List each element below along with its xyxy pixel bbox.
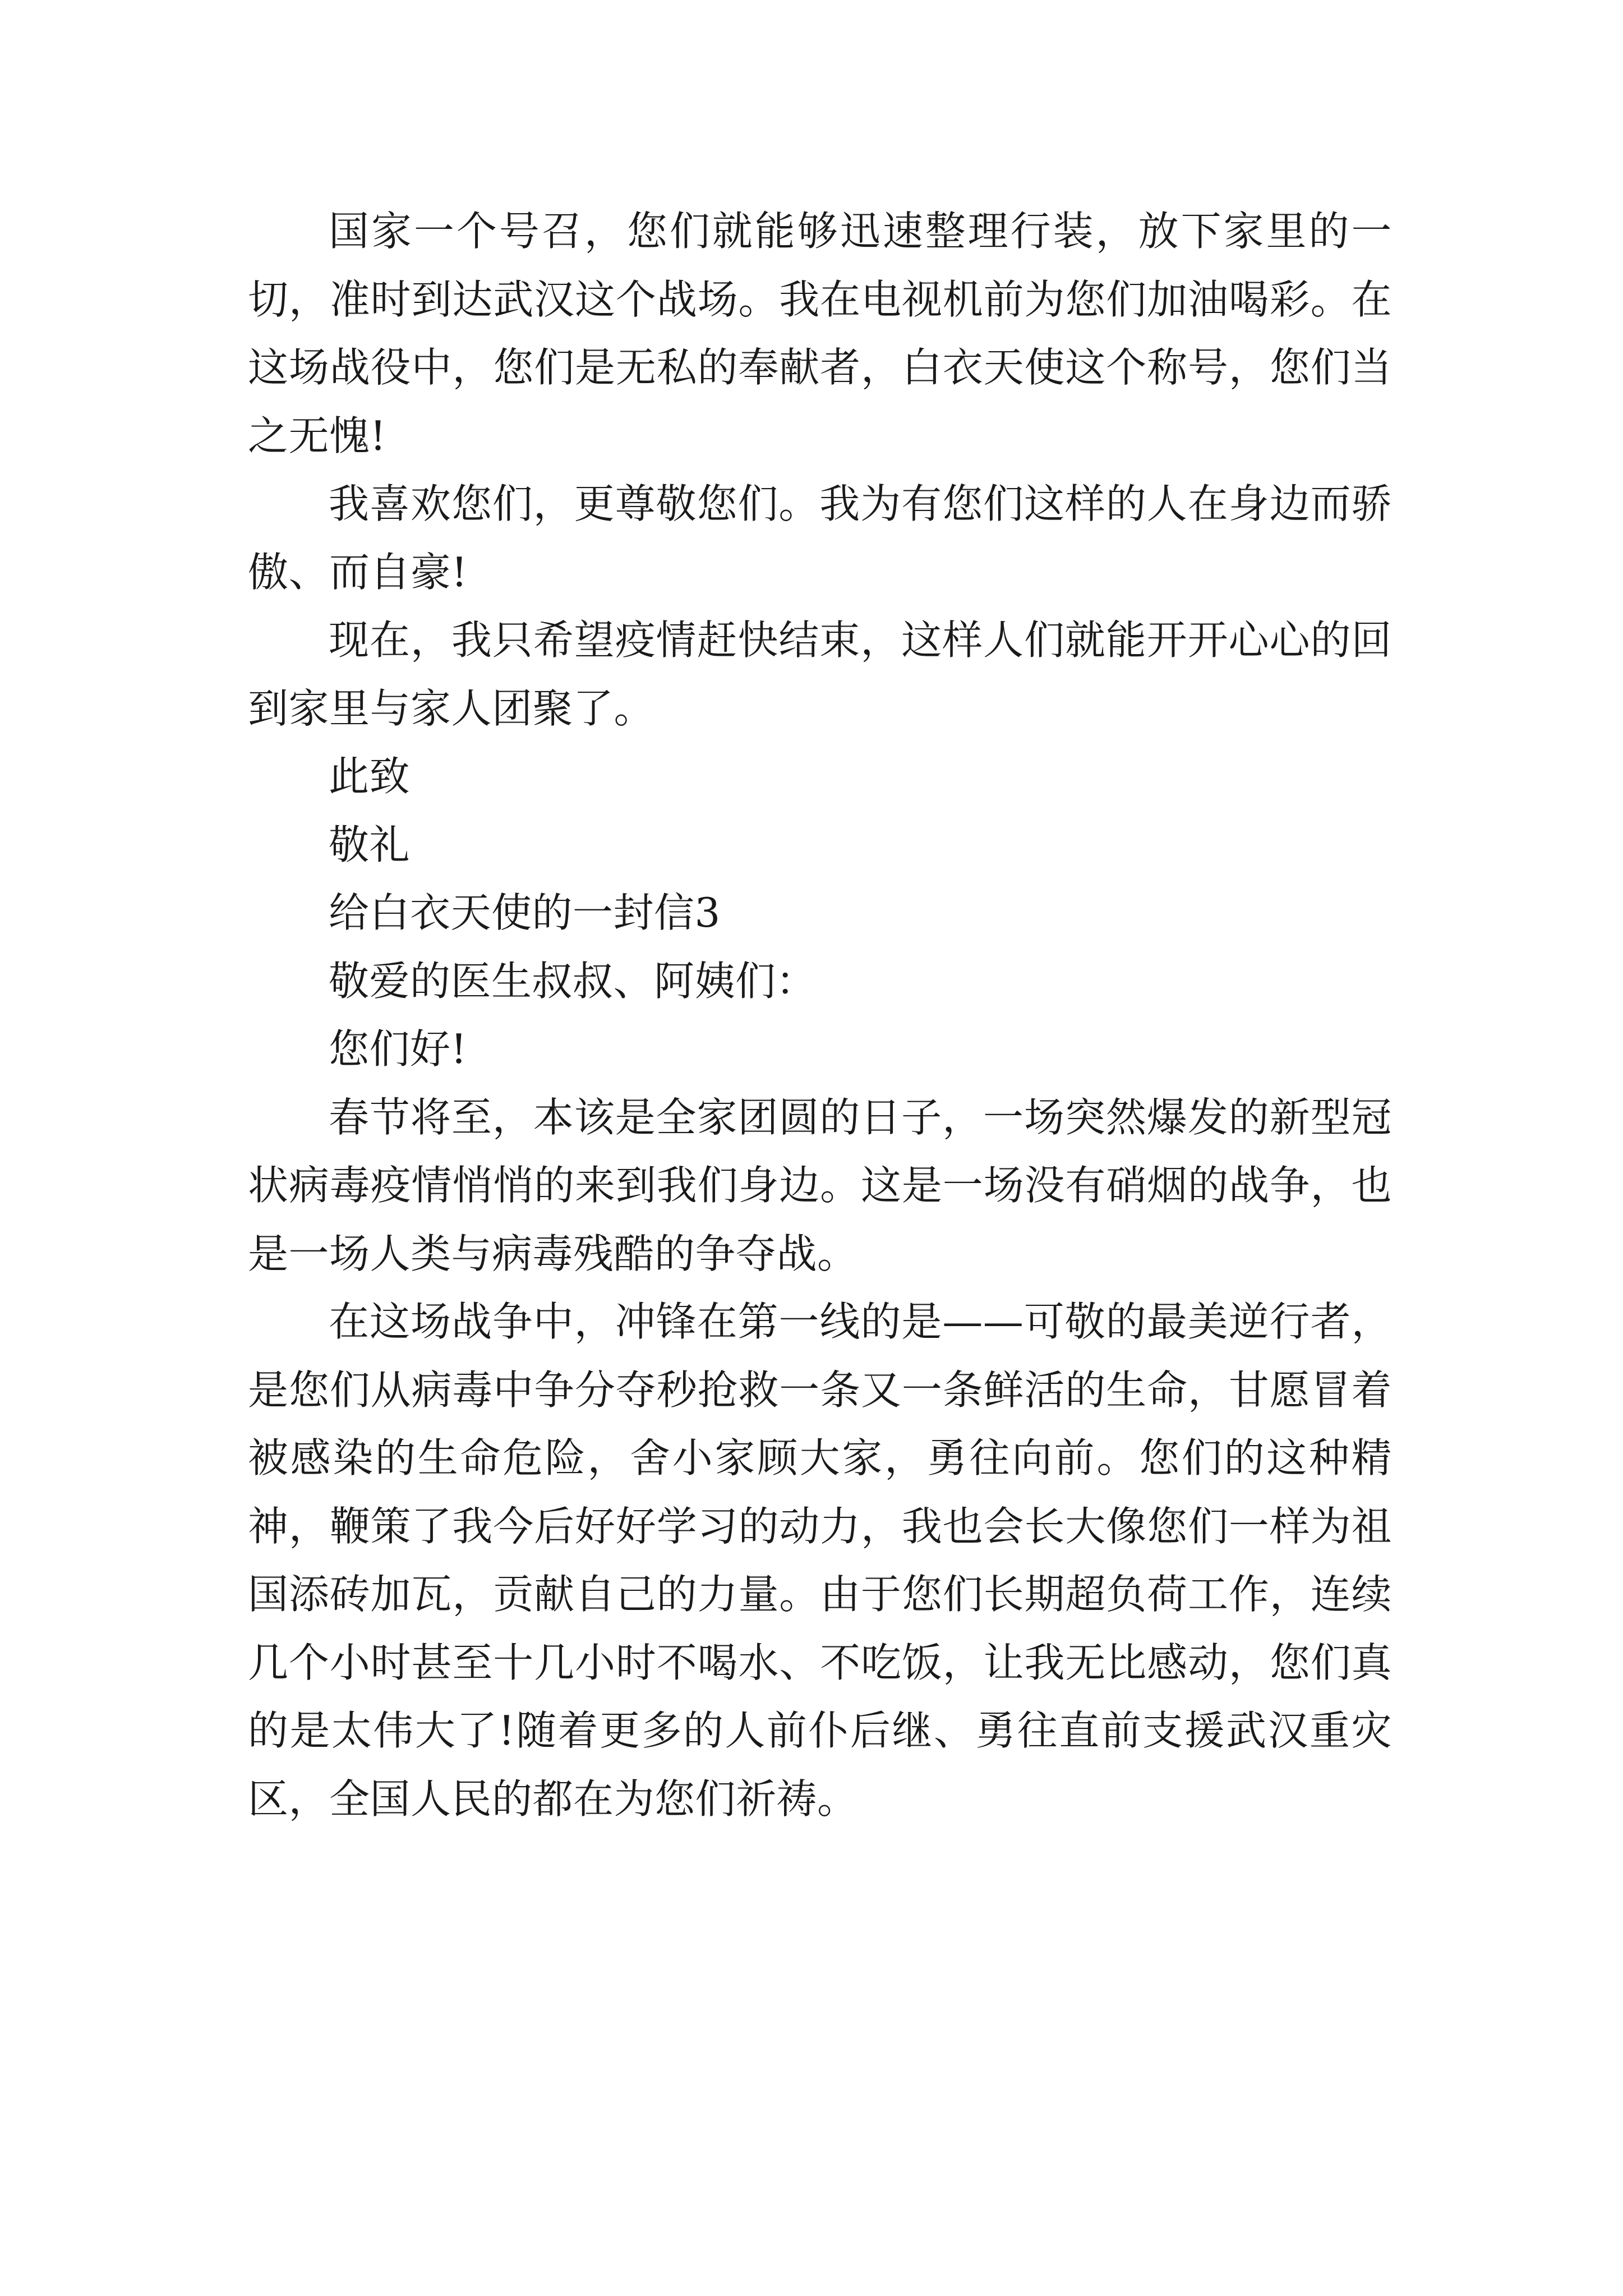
paragraph-call-of-country: 国家一个号召，您们就能够迅速整理行装，放下家里的一切，准时到达武汉这个战场。我在电视机前为您们加油喝彩。在这场战役中，您们是无私的奉献者，白衣天使这个称号，您们当之无愧! [248,208,1392,459]
letter-greeting: 敬爱的医生叔叔、阿姨们： [329,957,817,1005]
closing-salutation: 此致 [329,753,411,800]
paragraph-spring-festival: 春节将至，本该是全家团圆的日子，一场突然爆发的新型冠状病毒疫情悄悄的来到我们身边。这是一场没有硝烟的战争，也是一场人类与病毒残酷的争夺战。 [248,1093,1392,1277]
letter-hello: 您们好! [329,1025,467,1073]
paragraph-hope: 现在，我只希望疫情赶快结束，这样人们就能开开心心的回到家里与家人团聚了。 [248,616,1392,732]
document-body [248,197,1392,1833]
letter-title: 给白衣天使的一封信3 [329,889,721,936]
paragraph-front-line: 在这场战争中，冲锋在第一线的是——可敬的最美逆行者，是您们从病毒中争分夺秒抢救一条又一条鲜活的生命，甘愿冒着被感染的生命危险，舍小家顾大家，勇往向前。您们的这种精神，鞭策了我今后好好学习的动力，我也会长大像您们一样为祖国添砖加瓦，贡献自己的力量。由于您们长期超负荷工作，连续几个小时甚至十几小时不喝水、不吃饭，让我无比感动，您们真的是太伟大了!随着更多的人前仆后继、勇往直前支援武汉重灾区，全国人民的都在为您们祈祷。 [248,1298,1392,1823]
closing-regards: 敬礼 [329,821,411,868]
paragraph-respect: 我喜欢您们，更尊敬您们。我为有您们这样的人在身边而骄傲、而自豪! [248,480,1392,596]
